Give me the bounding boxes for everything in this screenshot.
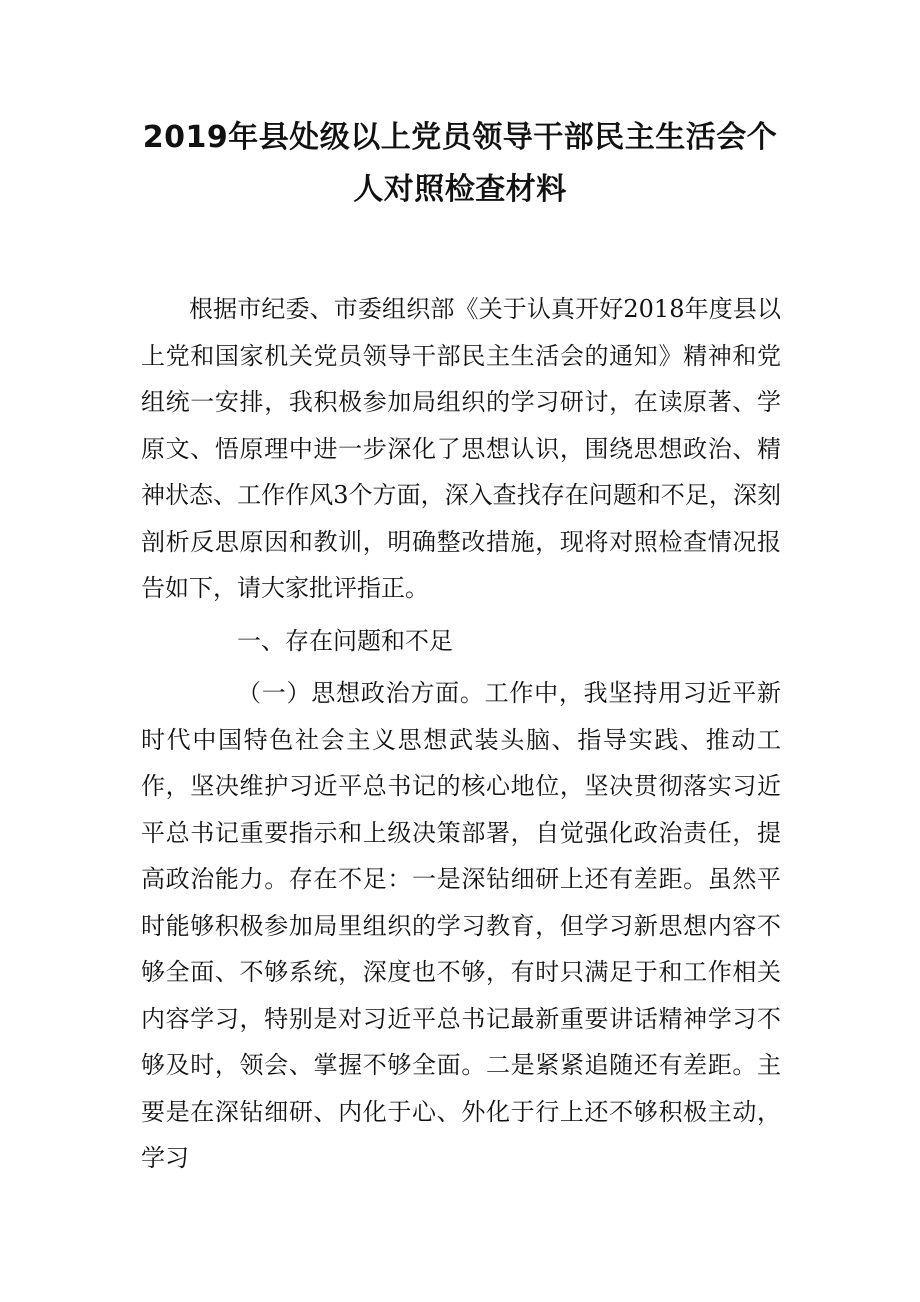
intro-paragraph: 根据市纪委、市委组织部《关于认真开好2018年度县以上党和国家机关党员领导干部民主生活会的通知》精神和党组统一安排，我积极参加局组织的学习研讨，在读原著、学原文、悟原理中进一步深化了思想认识，围绕思想政治、精神状态、工作作风3个方面，深入查找存在问题和不足，深刻剖析反思原因和教训，明确整改措施，现将对照检查情况报告如下，请大家批评指正。 [141,295,781,602]
section-heading: 一、存在问题和不足 [237,626,453,655]
document-body [141,286,781,1182]
subsection-paragraph: （一）思想政治方面。工作中，我坚持用习近平新时代中国特色社会主义思想武装头脑、指导实践、推动工作，坚决维护习近平总书记的核心地位，坚决贯彻落实习近平总书记重要指示和上级决策部署，自觉强化政治责任，提高政治能力。存在不足：一是深钻细研上还有差距。虽然平时能够积极参加局里组织的学习教育，但学习新思想内容不够全面、不够系统，深度也不够，有时只满足于和工作相关内容学习，特别是对习近平总书记最新重要讲话精神学习不够及时，领会、掌握不够全面。二是紧紧追随还有差距。主要是在深钻细研、内化于心、外化于行上还不够积极主动，学习 [141,679,781,1172]
document-title: 2019年县处级以上党员领导干部民主生活会个人对照检查材料 [142,120,778,207]
